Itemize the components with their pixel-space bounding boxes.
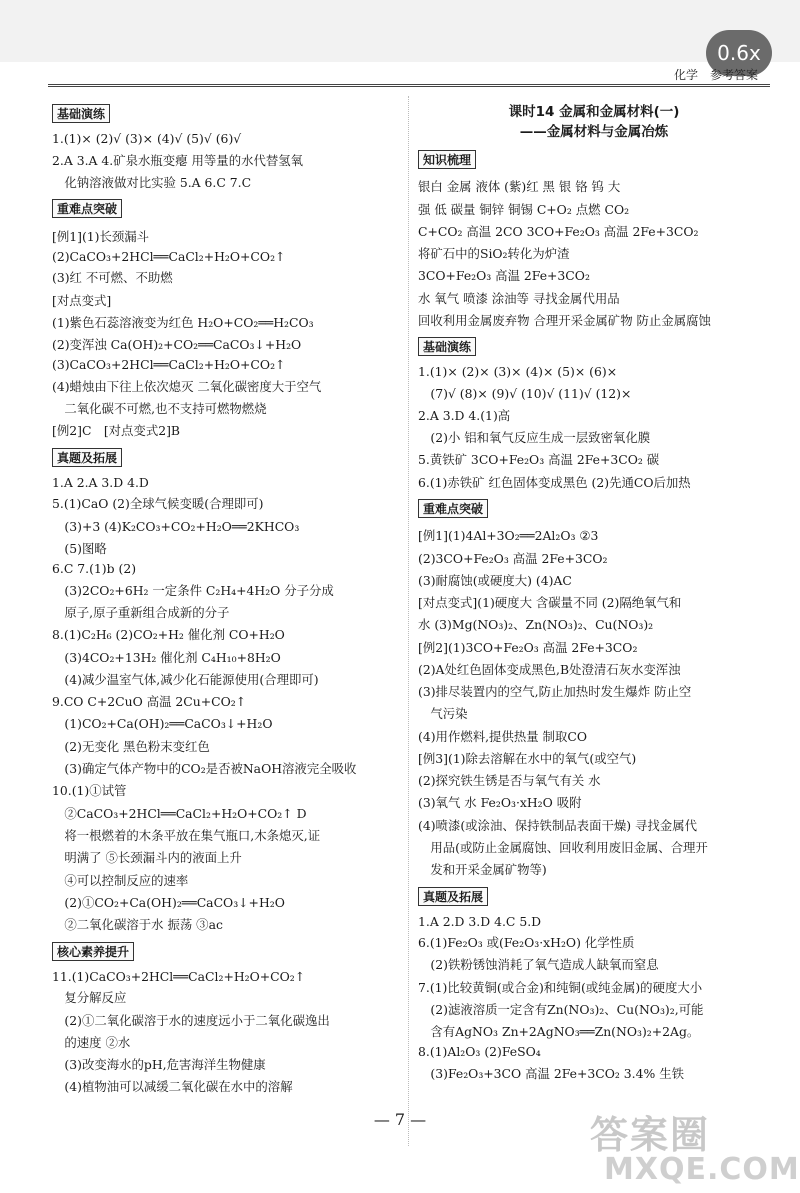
answer-line: 5.黄铁矿 3CO+Fe₂O₃ 高温 2Fe+3CO₂ 碳 <box>418 452 660 468</box>
answer-line: 8.(1)Al₂O₃ (2)FeSO₄ <box>418 1044 541 1060</box>
answer-line: (4)蜡烛由下往上依次熄灭 二氧化碳密度大于空气 <box>52 378 322 394</box>
column-divider <box>408 96 409 1146</box>
answer-line: (4)减少温室气体,减少化石能源使用(合理即可) <box>52 671 319 687</box>
answer-line: 将矿石中的SiO₂转化为炉渣 <box>418 246 570 262</box>
answer-line: 1.(1)× (2)√ (3)× (4)√ (5)√ (6)√ <box>52 131 242 147</box>
answer-line: (3)红 不可燃、不助燃 <box>52 270 173 286</box>
answer-line: 气污染 <box>418 706 468 722</box>
answer-line: [例2]C [对点变式2]B <box>52 423 181 439</box>
answer-line: (2)滤液溶质一定含有Zn(NO₃)₂、Cu(NO₃)₂,可能 <box>418 1001 704 1017</box>
left-column <box>52 100 400 1100</box>
answer-line: ②CaCO₃+2HCl══CaCl₂+H₂O+CO₂↑ D <box>52 805 307 821</box>
answer-line: 6.(1)赤铁矿 红色固体变成黑色 (2)先通CO后加热 <box>418 474 691 490</box>
answer-line: 银白 金属 液体 (紫)红 黑 银 铬 钨 大 <box>418 179 621 195</box>
header-label: 化学 参考答案 <box>674 68 759 82</box>
answer-line: 复分解反应 <box>52 990 127 1006</box>
answer-line: (4)植物油可以减缓二氧化碳在水中的溶解 <box>52 1079 293 1095</box>
answer-line: 5.(1)CaO (2)全球气候变暖(合理即可) <box>52 496 264 512</box>
answer-line: (2)3CO+Fe₂O₃ 高温 2Fe+3CO₂ <box>418 550 608 566</box>
playback-speed-badge[interactable]: 0.6x <box>706 30 772 76</box>
answer-line: [对点变式](1)硬度大 含碳量不同 (2)隔绝氧气和 <box>418 595 682 611</box>
section-heading: 重难点突破 <box>52 199 122 218</box>
answer-line: C+CO₂ 高温 2CO 3CO+Fe₂O₃ 高温 2Fe+3CO₂ <box>418 223 699 239</box>
answer-line: 3CO+Fe₂O₃ 高温 2Fe+3CO₂ <box>418 268 590 284</box>
answer-line: (3)4CO₂+13H₂ 催化剂 C₄H₁₀+8H₂O <box>52 649 281 665</box>
answer-line: (2)小 铝和氧气反应生成一层致密氧化膜 <box>418 430 651 446</box>
answer-line: (5)图略 <box>52 540 107 556</box>
answer-line: (1)紫色石蕊溶液变为红色 H₂O+CO₂══H₂CO₃ <box>52 314 314 330</box>
section-heading: 基础演练 <box>52 104 110 123</box>
section-heading: 核心素养提升 <box>52 942 134 961</box>
page-number: — 7 — <box>373 1110 427 1129</box>
right-column-items <box>418 146 770 1082</box>
answer-line: 6.C 7.(1)b (2) <box>52 561 137 577</box>
answer-line: (2)铁粉锈蚀消耗了氧气造成人缺氧而窒息 <box>418 957 659 973</box>
answer-line: 化钠溶液做对比实验 5.A 6.C 7.C <box>52 174 252 190</box>
section-heading: 知识梳理 <box>418 150 476 169</box>
answer-line: (2)探究铁生锈是否与氧气有关 水 <box>418 773 601 789</box>
section-row <box>418 495 770 522</box>
section-row <box>52 100 400 127</box>
answer-line: (2)①CO₂+Ca(OH)₂══CaCO₃↓+H₂O <box>52 894 285 910</box>
answer-line: 7.(1)比较黄铜(或合金)和纯铜(或纯金属)的硬度大小 <box>418 979 703 995</box>
answer-line: [例2](1)3CO+Fe₂O₃ 高温 2Fe+3CO₂ <box>418 639 638 655</box>
section-heading: 真题及拓展 <box>418 887 488 906</box>
answer-line: (3)耐腐蚀(或硬度大) (4)AC <box>418 572 572 588</box>
top-band <box>0 0 800 62</box>
answer-line: 含有AgNO₃ Zn+2AgNO₃══Zn(NO₃)₂+2Ag。 <box>418 1024 700 1040</box>
answer-line: 水 (3)Mg(NO₃)₂、Zn(NO₃)₂、Cu(NO₃)₂ <box>418 617 654 633</box>
answer-line: (3)改变海水的pH,危害海洋生物健康 <box>52 1057 266 1073</box>
answer-line: 发和开采金属矿物等) <box>418 862 547 878</box>
section-heading: 基础演练 <box>418 337 476 356</box>
section-row <box>418 146 770 173</box>
answer-line: (7)√ (8)× (9)√ (10)√ (11)√ (12)× <box>418 385 632 401</box>
answer-line: (3)CaCO₃+2HCl══CaCl₂+H₂O+CO₂↑ <box>52 357 286 373</box>
answer-line: 水 氧气 喷漆 涂油等 寻找金属代用品 <box>418 290 620 306</box>
answer-line: 2.A 3.D 4.(1)高 <box>418 407 511 423</box>
answer-line: (4)喷漆(或涂油、保持铁制品表面干燥) 寻找金属代 <box>418 817 697 833</box>
answer-line: (2)A处红色固体变成黑色,B处澄清石灰水变浑浊 <box>418 661 681 677</box>
answer-line: (3)确定气体产物中的CO₂是否被NaOH溶液完全吸收 <box>52 761 357 777</box>
answer-line: 6.(1)Fe₂O₃ 或(Fe₂O₃·xH₂O) 化学性质 <box>418 935 635 951</box>
answer-line: 8.(1)C₂H₆ (2)CO₂+H₂ 催化剂 CO+H₂O <box>52 627 285 643</box>
answer-line: 将一根燃着的木条平放在集气瓶口,木条熄灭,证 <box>52 828 321 843</box>
header-rule <box>48 84 770 87</box>
watermark-url: MXQE.COM <box>604 1152 800 1187</box>
answer-line: 11.(1)CaCO₃+2HCl══CaCl₂+H₂O+CO₂↑ <box>52 968 306 984</box>
answer-line: 9.CO C+2CuO 高温 2Cu+CO₂↑ <box>52 694 247 710</box>
answer-line: (3)2CO₂+6H₂ 一定条件 C₂H₄+4H₂O 分子分成 <box>52 582 334 598</box>
answer-line: (2)无变化 黑色粉末变红色 <box>52 738 210 754</box>
answer-line: (1)CO₂+Ca(OH)₂══CaCO₃↓+H₂O <box>52 716 273 732</box>
answer-line: [例1](1)长颈漏斗 <box>52 228 150 244</box>
section-heading: 真题及拓展 <box>52 448 122 467</box>
answer-line: (2)CaCO₃+2HCl══CaCl₂+H₂O+CO₂↑ <box>52 248 286 264</box>
right-column <box>418 100 770 1086</box>
answer-line: 明满了 ⑤长颈漏斗内的液面上升 <box>52 850 242 866</box>
answer-line: (3)排尽装置内的空气,防止加热时发生爆炸 防止空 <box>418 684 692 700</box>
answer-line: 回收利用金属废弃物 合理开采金属矿物 防止金属腐蚀 <box>418 312 711 328</box>
answer-line: (4)用作燃料,提供热量 制取CO <box>418 728 587 744</box>
section-row <box>52 195 400 222</box>
section-row <box>52 444 400 471</box>
answer-line: 2.A 3.A 4.矿泉水瓶变瘪 用等量的水代替氢氧 <box>52 152 304 168</box>
answer-line: [例1](1)4Al+3O₂══2Al₂O₃ ②3 <box>418 528 599 544</box>
answer-line: 强 低 碳量 铜锌 铜锡 C+O₂ 点燃 CO₂ <box>418 201 630 217</box>
answer-line: 用品(或防止金属腐蚀、回收利用废旧金属、合理开 <box>418 839 708 855</box>
answer-line: 1.A 2.A 3.D 4.D <box>52 475 149 490</box>
answer-line: 的速度 ②水 <box>52 1034 131 1050</box>
answer-line: (3)氧气 水 Fe₂O₃·xH₂O 吸附 <box>418 795 582 811</box>
answer-line: 1.A 2.D 3.D 4.C 5.D <box>418 913 542 929</box>
section-row <box>52 938 400 965</box>
section-heading: 重难点突破 <box>418 499 488 518</box>
answer-line: 二氧化碳不可燃,也不支持可燃物燃烧 <box>52 401 267 417</box>
answer-line: 原子,原子重新组合成新的分子 <box>52 604 230 620</box>
lesson-subtitle: ——金属材料与金属冶炼 <box>519 124 669 140</box>
answer-line: (3)+3 (4)K₂CO₃+CO₂+H₂O══2KHCO₃ <box>52 518 300 534</box>
answer-line: 1.(1)× (2)× (3)× (4)× (5)× (6)× <box>418 364 618 380</box>
lesson-title: 课时14 金属和金属材料(一) <box>508 104 680 120</box>
section-row <box>418 883 770 910</box>
answer-line: (3)Fe₂O₃+3CO 高温 2Fe+3CO₂ 3.4% 生铁 <box>418 1065 684 1081</box>
watermark-logo: 答案圈 <box>590 1113 711 1157</box>
answer-line: 10.(1)①试管 <box>52 783 127 799</box>
section-row <box>418 333 770 360</box>
answer-line: ②二氧化碳溶于水 振荡 ③ac <box>52 917 223 933</box>
answer-line: (2)①二氧化碳溶于水的速度远小于二氧化碳逸出 <box>52 1012 330 1028</box>
answer-line: ④可以控制反应的速率 <box>52 872 189 888</box>
answer-line: [对点变式] <box>52 292 112 308</box>
answer-line: [例3](1)除去溶解在水中的氧气(或空气) <box>418 750 637 766</box>
answer-line: (2)变浑浊 Ca(OH)₂+CO₂══CaCO₃↓+H₂O <box>52 337 302 353</box>
